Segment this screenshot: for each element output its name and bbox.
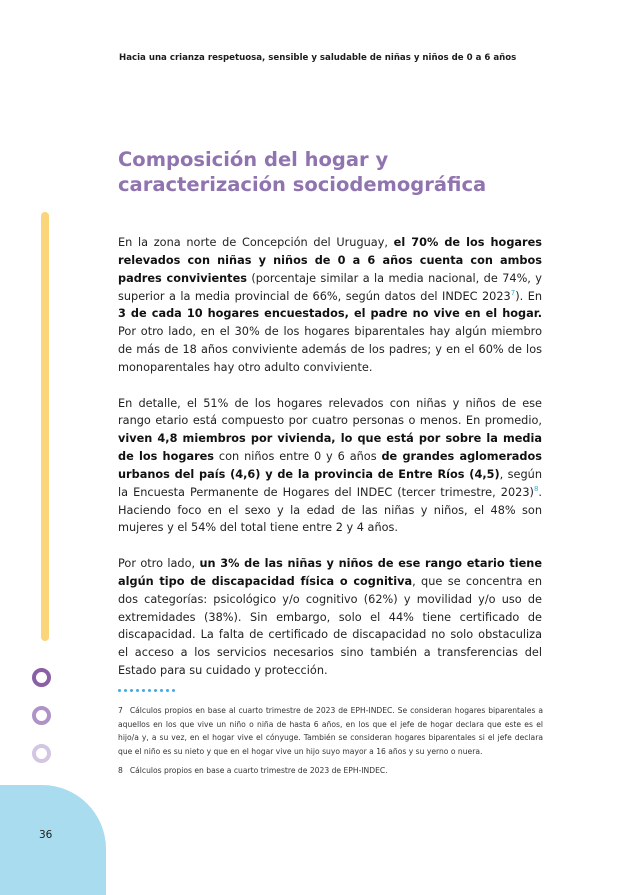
body-text xyxy=(118,234,542,698)
highlight-text: viven 4,8 miembros por vivienda, lo que está por sobre la media de los hogares xyxy=(118,432,542,464)
text-run: (porcentaje similar a la media nacional, de 74%, y superior a la media provincial de 66%, según datos del INDEC 2023 xyxy=(118,271,542,303)
paragraph-disability xyxy=(118,555,542,680)
footnote-number: 7 xyxy=(118,706,123,715)
text-run: con niños entre 0 y 6 años xyxy=(214,450,382,464)
footnote-7 xyxy=(118,704,543,758)
paragraph-household-size xyxy=(118,395,542,538)
decorative-circle-icon xyxy=(32,706,51,725)
paragraph-household-composition xyxy=(118,234,542,377)
footnote-text: Cálculos propios en base al cuarto trimestre de 2023 de EPH-INDEC. Se consideran hogares biparentales a aquellos en los que vive un niño o niña de hasta 6 años, en los que el jefe de hogar declara que este es el hijo/a y, a su vez, en el hogar vive el cónyuge. También se consideran hogares biparentales si el jefe declara que el niño es su nieto y que en el hogar vive un hijo suyo mayor a 16 años y su yerno o nuera. xyxy=(118,706,543,756)
highlight-text: un 3% de las niñas y niños de ese rango etario tiene algún tipo de discapacidad física o cognitiva xyxy=(118,557,542,588)
decorative-circle-icon xyxy=(32,668,51,687)
highlight-text: el 70% de los hogares relevados con niñas y niños de 0 a 6 años cuenta con ambos padres convivientes xyxy=(118,236,542,285)
footnotes xyxy=(118,704,543,784)
footnote-8 xyxy=(118,764,543,778)
text-run: . Haciendo foco en el sexo y la edad de las niñas y niños, el 48% son mujeres y el 54% del total tiene entre 2 y 4 años. xyxy=(118,485,542,535)
decorative-circle-icon xyxy=(32,744,51,763)
footnote-ref-8[interactable]: 8 xyxy=(533,485,539,493)
text-run: En la zona norte de Concepción del Uruguay, xyxy=(118,236,394,249)
footnote-number: 8 xyxy=(118,766,123,775)
page-number: 36 xyxy=(39,829,53,841)
section-title: Composición del hogar y caracterización sociodemográfica xyxy=(118,148,487,196)
highlight-text: 3 de cada 10 hogares encuestados, el padre no vive en el hogar. xyxy=(118,307,542,321)
footnote-ref-7[interactable]: 7 xyxy=(510,288,516,297)
text-run: Por otro lado, xyxy=(118,557,200,571)
text-run: ). En xyxy=(515,289,542,303)
text-run: En detalle, el 51% de los hogares relevados con niñas y niños de ese rango etario está compuesto por cuatro personas o menos. En promedio, xyxy=(118,396,542,428)
text-run: , que se concentra en dos categorías: psicológico y/o cognitivo (62%) y movilidad y/o uso de extremidades (38%). Sin embargo, solo el 44% tiene certificado de discapacidad. La falta de certificado de discapacidad no solo obstaculiza el acceso a los servicios necesarios sino también a transferencias del Estado para su cuidado y protección. xyxy=(118,574,542,678)
footnote-separator xyxy=(118,689,175,693)
text-run: , según la Encuesta Permanente de Hogares del INDEC (tercer trimestre, 2023) xyxy=(118,467,542,499)
corner-decoration xyxy=(0,785,106,895)
footnote-text: Cálculos propios en base a cuarto trimestre de 2023 de EPH-INDEC. xyxy=(129,766,388,775)
text-run: Por otro lado, en el 30% de los hogares biparentales hay algún miembro de más de 18 años conviviente además de los padres; y en el 60% de los monoparentales hay otro adulto conviviente. xyxy=(118,325,542,374)
highlight-text: de grandes aglomerados urbanos del país (4,6) y de la provincia de Entre Ríos (4,5) xyxy=(118,450,543,481)
accent-bar xyxy=(41,212,49,641)
running-header: Hacia una crianza respetuosa, sensible y saludable de niñas y niños de 0 a 6 años xyxy=(119,53,517,63)
